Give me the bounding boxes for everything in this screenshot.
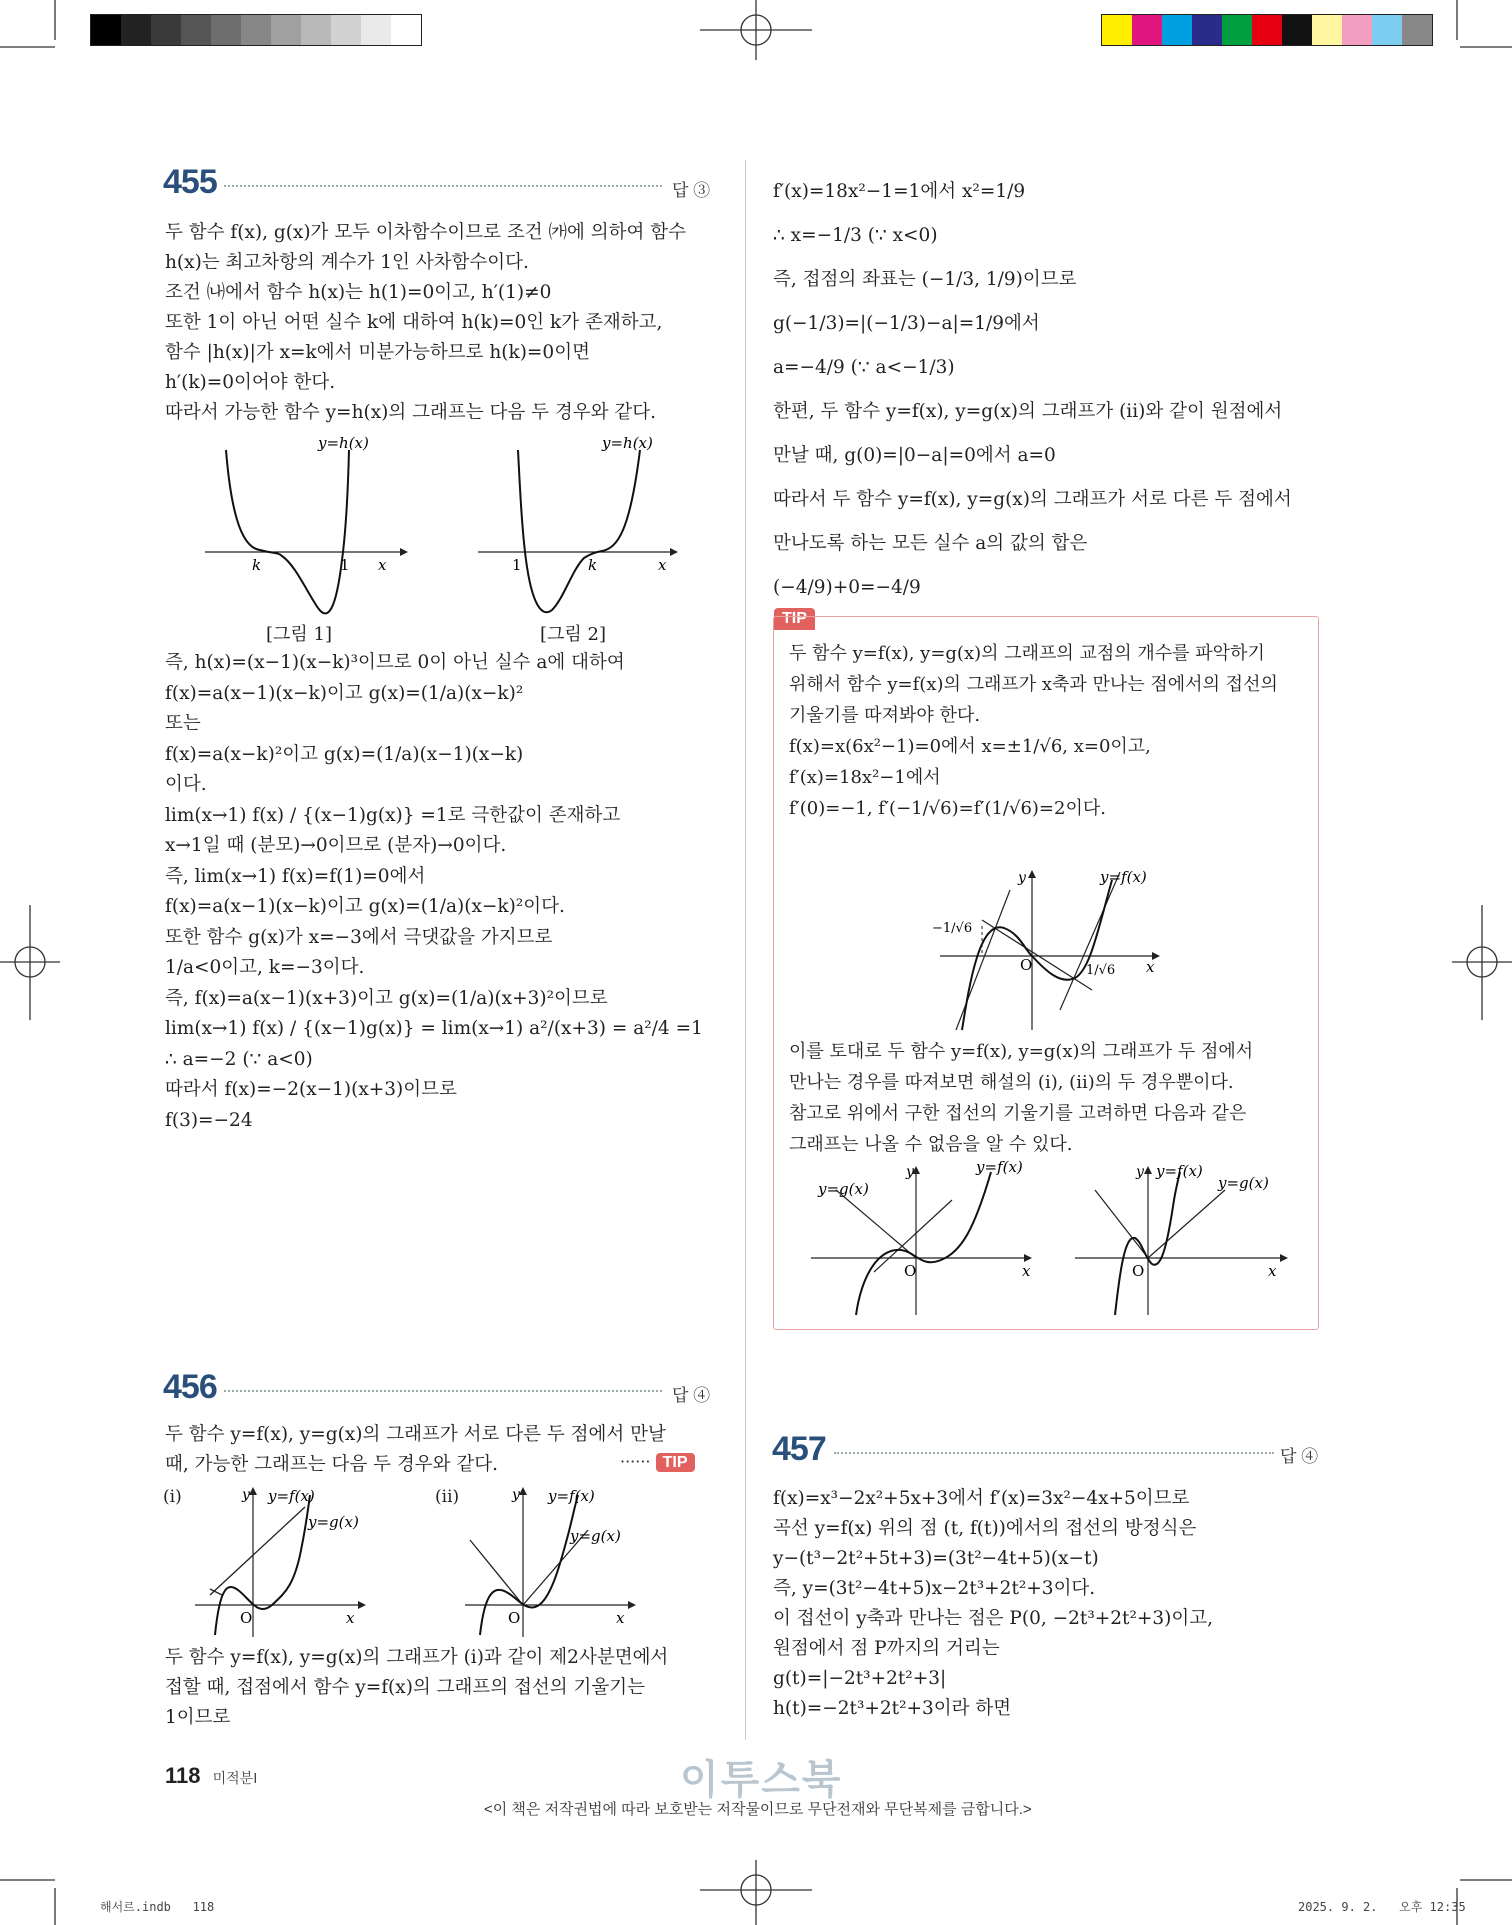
text-line: x→1일 때 (분모)→0이므로 (분자)→0이다. xyxy=(165,835,507,856)
text-line: 따라서 가능한 함수 y=h(x)의 그래프는 다음 두 경우와 같다. xyxy=(165,402,656,423)
graph1-curve-label: y=h(x) xyxy=(318,434,369,452)
text-line: 이 접선이 y축과 만나는 점은 P(0, −2t³+2t²+3)이고, xyxy=(773,1608,1213,1629)
g-curve-label: y=g(x) xyxy=(570,1527,621,1545)
color-swatch xyxy=(1372,15,1402,45)
x-axis-label: x xyxy=(346,1609,355,1627)
text-line: a=−4/9 (∵ a<−1/3) xyxy=(773,357,955,378)
text-line: 곡선 y=f(x) 위의 점 (t, f(t))에서의 접선의 방정식은 xyxy=(773,1518,1197,1539)
f-curve-label: y=f(x) xyxy=(1100,868,1147,886)
g-curve-label: y=g(x) xyxy=(308,1513,359,1531)
text-line: 이다. xyxy=(165,774,207,795)
file-info: 해서르.indb 118 xyxy=(100,1900,215,1914)
f-curve-label: y=f(x) xyxy=(548,1487,595,1505)
tip-text xyxy=(789,638,1278,824)
dotted-leader xyxy=(834,1452,1274,1454)
color-swatch xyxy=(1252,15,1282,45)
text-line: lim(x→1) f(x) / {(x−1)g(x)} = lim(x→1) a²/(x+3) = a²/4 =1 xyxy=(165,1018,703,1039)
page-number: 118 미적분Ⅰ xyxy=(165,1763,258,1788)
problem-457-body xyxy=(773,1484,1213,1724)
publisher-logo: 이투스북 xyxy=(680,1758,843,1802)
copyright-notice: <이 책은 저작권법에 따라 보호받는 저작물이므로 무단전재와 무단복제를 금합니다.> xyxy=(484,1801,1032,1818)
text-line: g(−1/3)=|(−1/3)−a|=1/9에서 xyxy=(773,313,1040,334)
subject-label: 미적분Ⅰ xyxy=(212,1770,258,1786)
text-line: f′(x)=18x²−1에서 xyxy=(789,767,941,788)
tip-counterexample-graph-1 xyxy=(806,1160,1036,1320)
text-line: 따라서 두 함수 y=f(x), y=g(x)의 그래프가 서로 다른 두 점에서 xyxy=(773,489,1292,510)
text-line: 만나는 경우를 따져보면 해설의 (i), (ii)의 두 경우뿐이다. xyxy=(789,1072,1234,1093)
color-swatch xyxy=(241,15,271,45)
x-axis-label: x xyxy=(1022,1262,1031,1280)
color-swatch xyxy=(151,15,181,45)
y-axis-label: y xyxy=(512,1487,520,1503)
text-line: 즉, y=(3t²−4t+5)x−2t³+2t²+3이다. xyxy=(773,1578,1096,1599)
text-line: f(x)=x³−2x²+5x+3에서 f′(x)=3x²−4x+5이므로 xyxy=(773,1488,1190,1509)
text-line: h′(k)=0이어야 한다. xyxy=(165,372,336,393)
problem-456-solution-continued xyxy=(773,170,1292,610)
text-line: g(t)=|−2t³+2t²+3| xyxy=(773,1668,947,1689)
text-line: 또는 xyxy=(165,713,201,734)
problem-456-solution xyxy=(165,1643,668,1733)
x-axis-label: x xyxy=(658,556,667,574)
tip-text-2 xyxy=(789,1036,1253,1160)
f-curve-label: y=f(x) xyxy=(976,1160,1023,1176)
dotted-leader xyxy=(224,1390,662,1392)
text-line: 즉, h(x)=(x−1)(x−k)³이므로 0이 아닌 실수 a에 대하여 xyxy=(165,652,625,673)
f-curve-label: y=f(x) xyxy=(268,1487,315,1505)
text-line: 조건 ㈏에서 함수 h(x)는 h(1)=0이고, h′(1)≠0 xyxy=(165,282,552,303)
case-i-label: (i) xyxy=(163,1487,182,1507)
text-line: f(x)=a(x−1)(x−k)이고 g(x)=(1/a)(x−k)²이다. xyxy=(165,896,565,917)
one-label: 1 xyxy=(340,556,350,574)
color-swatch xyxy=(121,15,151,45)
origin-label: O xyxy=(508,1609,521,1627)
text-line: (−4/9)+0=−4/9 xyxy=(773,577,921,598)
text-line: 때, 가능한 그래프는 다음 두 경우와 같다. xyxy=(165,1454,498,1475)
text-line: f(3)=−24 xyxy=(165,1109,253,1131)
case-ii-label: (ii) xyxy=(435,1487,460,1507)
k-label: k xyxy=(588,556,598,574)
text-line: h(t)=−2t³+2t²+3이라 하면 xyxy=(773,1698,1012,1719)
text-line: 두 함수 y=f(x), y=g(x)의 그래프의 교점의 개수를 파악하기 xyxy=(789,643,1265,664)
text-line: 즉, lim(x→1) f(x)=f(1)=0에서 xyxy=(165,865,426,887)
color-swatch xyxy=(391,15,421,45)
graph2-curve-label: y=h(x) xyxy=(602,434,653,452)
text-line: 기울기를 따져봐야 한다. xyxy=(789,705,981,726)
text-line: f(x)=x(6x²−1)=0에서 x=±1/√6, x=0이고, xyxy=(789,736,1151,757)
text-line: 즉, f(x)=a(x−1)(x+3)이고 g(x)=(1/a)(x+3)²이므로 xyxy=(165,987,608,1009)
tip-reference: ······ TIP xyxy=(620,1452,695,1472)
problem-455-solution xyxy=(165,648,703,1136)
text-line: 참고로 위에서 구한 접선의 기울기를 고려하면 다음과 같은 xyxy=(789,1103,1247,1124)
text-line: 한편, 두 함수 y=f(x), y=g(x)의 그래프가 (ii)와 같이 원점에서 xyxy=(773,401,1283,422)
h-graph-figure-2 xyxy=(470,430,690,630)
f-curve-label: y=f(x) xyxy=(1156,1162,1203,1180)
problem-number-457: 457 xyxy=(772,1430,826,1468)
text-line: ∴ x=−1/3 (∵ x<0) xyxy=(773,225,938,246)
color-swatch xyxy=(1102,15,1132,45)
text-line: f(x)=a(x−1)(x−k)이고 g(x)=(1/a)(x−k)² xyxy=(165,682,524,704)
text-line: h(x)는 최고차항의 계수가 1인 사차함수이다. xyxy=(165,252,529,273)
origin-label: O xyxy=(240,1609,253,1627)
one-label: 1 xyxy=(512,556,522,574)
text-line: f(x)=a(x−k)²이고 g(x)=(1/a)(x−1)(x−k) xyxy=(165,743,524,765)
problem-456-body xyxy=(165,1420,666,1480)
color-swatch xyxy=(91,15,121,45)
tip-f-graph xyxy=(920,860,1170,1035)
problem-455-body xyxy=(165,218,686,428)
text-line: f′(x)=18x²−1=1에서 x²=1/9 xyxy=(773,181,1026,202)
problem-number-455: 455 xyxy=(163,163,217,201)
text-line: 두 함수 f(x), g(x)가 모두 이차함수이므로 조건 ㈎에 의하여 함수 xyxy=(165,222,687,243)
color-swatch xyxy=(331,15,361,45)
color-swatch xyxy=(1342,15,1372,45)
text-line: 1이므로 xyxy=(165,1707,231,1728)
origin-label: O xyxy=(904,1262,917,1280)
text-line: 원점에서 점 P까지의 거리는 xyxy=(773,1638,1000,1659)
timestamp: 2025. 9. 2. 오후 12:35 xyxy=(1298,1900,1466,1914)
y-axis-label: y xyxy=(1018,870,1026,886)
color-swatch xyxy=(1312,15,1342,45)
neg-root-label: −1/√6 xyxy=(932,921,973,936)
text-line: 이를 토대로 두 함수 y=f(x), y=g(x)의 그래프가 두 점에서 xyxy=(789,1041,1254,1062)
case-ii-graph xyxy=(460,1485,640,1645)
text-line: 위해서 함수 y=f(x)의 그래프가 x축과 만나는 점에서의 접선의 xyxy=(789,674,1278,695)
tip-counterexample-graph-2 xyxy=(1070,1160,1300,1320)
color-calibration-strip xyxy=(1101,14,1433,46)
g-curve-label: y=g(x) xyxy=(818,1180,869,1198)
color-swatch xyxy=(301,15,331,45)
answer-badge-457: 답 ④ xyxy=(1280,1447,1319,1466)
answer-badge-455: 답 ③ xyxy=(672,181,711,200)
color-swatch xyxy=(1162,15,1192,45)
color-swatch xyxy=(1132,15,1162,45)
origin-label: O xyxy=(1132,1262,1145,1280)
color-swatch xyxy=(1402,15,1432,45)
text-line: lim(x→1) f(x) / {(x−1)g(x)} =1로 극한값이 존재하고 xyxy=(165,804,621,826)
color-swatch xyxy=(1222,15,1252,45)
x-axis-label: x xyxy=(378,556,387,574)
figure-1-caption: [그림 1] xyxy=(266,624,332,645)
text-line: 또한 1이 아닌 어떤 실수 k에 대하여 h(k)=0인 k가 존재하고, xyxy=(165,312,663,333)
problem-number-456: 456 xyxy=(163,1368,217,1406)
figure-2-caption: [그림 2] xyxy=(540,624,606,645)
text-line: 함수 |h(x)|가 x=k에서 미분가능하므로 h(k)=0이면 xyxy=(165,342,590,363)
gray-calibration-strip xyxy=(90,14,422,46)
text-line: 두 함수 y=f(x), y=g(x)의 그래프가 서로 다른 두 점에서 만날 xyxy=(165,1424,666,1445)
text-line: 그래프는 나올 수 없음을 알 수 있다. xyxy=(789,1134,1073,1155)
color-swatch xyxy=(211,15,241,45)
x-axis-label: x xyxy=(1146,958,1155,976)
y-axis-label: y xyxy=(906,1164,914,1180)
pos-root-label: 1/√6 xyxy=(1086,963,1116,978)
text-line: 접할 때, 접점에서 함수 y=f(x)의 그래프의 접선의 기울기는 xyxy=(165,1677,646,1698)
text-line: 만나도록 하는 모든 실수 a의 값의 합은 xyxy=(773,533,1088,554)
color-swatch xyxy=(361,15,391,45)
dotted-leader xyxy=(224,185,662,187)
answer-badge-456: 답 ④ xyxy=(672,1386,711,1405)
color-swatch xyxy=(181,15,211,45)
tip-label: TIP xyxy=(774,608,815,630)
origin-label: O xyxy=(1020,956,1033,974)
g-curve-label: y=g(x) xyxy=(1218,1174,1269,1192)
text-line: 만날 때, g(0)=|0−a|=0에서 a=0 xyxy=(773,445,1056,466)
color-swatch xyxy=(271,15,301,45)
color-swatch xyxy=(1282,15,1312,45)
column-divider xyxy=(745,160,746,1740)
text-line: 1/a<0이고, k=−3이다. xyxy=(165,957,365,978)
k-label: k xyxy=(252,556,262,574)
x-axis-label: x xyxy=(1268,1262,1277,1280)
text-line: y−(t³−2t²+5t+3)=(3t²−4t+5)(x−t) xyxy=(773,1548,1099,1569)
y-axis-label: y xyxy=(1136,1164,1144,1180)
text-line: 두 함수 y=f(x), y=g(x)의 그래프가 (i)과 같이 제2사분면에서 xyxy=(165,1647,669,1668)
x-axis-label: x xyxy=(616,1609,625,1627)
color-swatch xyxy=(1192,15,1222,45)
y-axis-label: y xyxy=(242,1487,250,1503)
h-graph-figure-1 xyxy=(190,430,410,630)
text-line: 따라서 f(x)=−2(x−1)(x+3)이므로 xyxy=(165,1079,457,1100)
case-i-graph xyxy=(190,1485,370,1645)
text-line: ∴ a=−2 (∵ a<0) xyxy=(165,1048,313,1070)
text-line: 또한 함수 g(x)가 x=−3에서 극댓값을 가지므로 xyxy=(165,926,553,948)
text-line: 즉, 접점의 좌표는 (−1/3, 1/9)이므로 xyxy=(773,269,1077,290)
text-line: f′(0)=−1, f′(−1/√6)=f′(1/√6)=2이다. xyxy=(789,798,1106,819)
